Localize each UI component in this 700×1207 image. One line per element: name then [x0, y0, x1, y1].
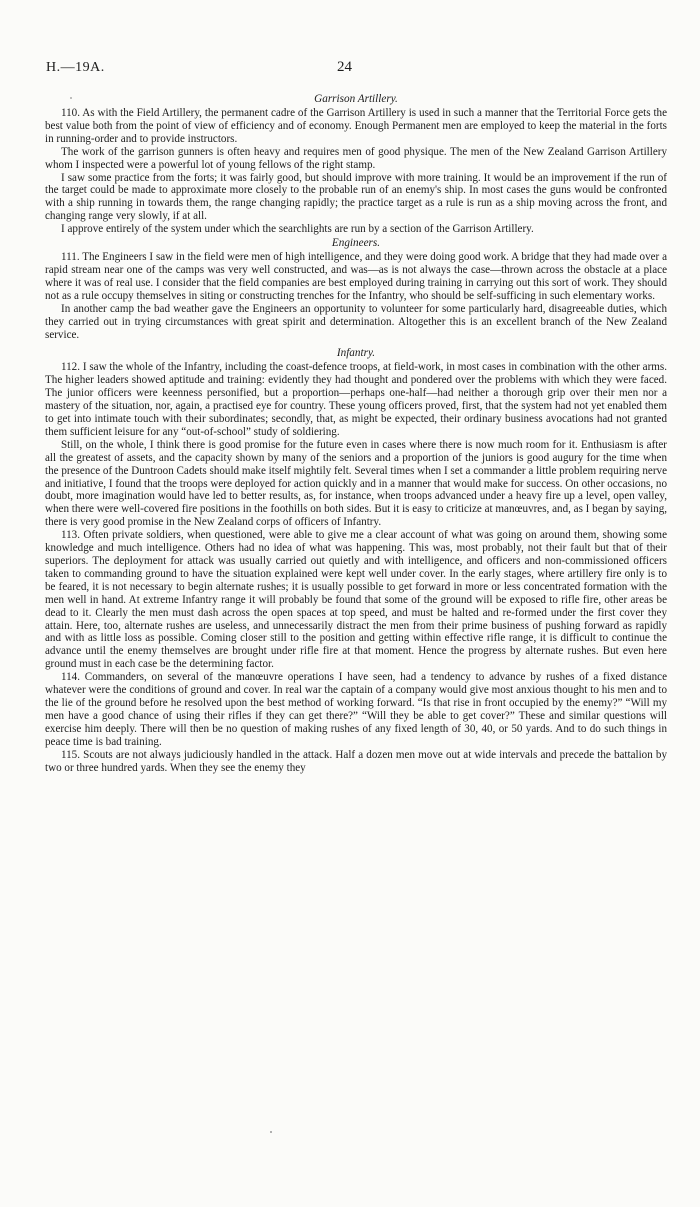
section-heading-infantry: Infantry. — [336, 347, 376, 360]
paragraph: I approve entirely of the system under which the searchlights are run by a section of the Garrison Artillery. — [61, 223, 534, 236]
page-number: 24 — [337, 59, 352, 75]
section-heading-garrison-artillery: Garrison Artillery. — [314, 93, 398, 105]
paragraph-111: 111. The Engineers I saw in the field were men of high intelligence, and they were doing good work. A bridge that they had made over a rapid stream near one of the camps was very well constructed, and was—as is not always the case—thrown across the obstacle at a place where it was of real use. I consider that the field companies are best employed during training in carrying out this sort of work. They should not as a rule occupy themselves in siting or constructing trenches for the Infantry, who should be self-sufficing in such elementary works. — [45, 251, 667, 302]
paragraph: I saw some practice from the forts; it was fairly good, but should improve with more training. It would be an improvement if the run of the target could be made to approximate more closely to the probable run of an enemy's ship. In most cases the guns would be confronted with a ship running in towards them, the range changing rapidly; the practice target as a rule is run as a ship moving across the front, and changing range very slowly, if at all. — [45, 171, 667, 223]
paragraph: The work of the garrison gunners is often heavy and requires men of good physique. The men of the New Zealand Garrison Artillery whom I inspected were a powerful lot of young fellows of the right stamp. — [45, 145, 667, 171]
paragraph: Still, on the whole, I think there is good promise for the future even in cases where there is now much room for it. Enthusiasm is after all the greatest of assets, and the capacity shown by many of the seniors and a proportion of the juniors is good augury for the time when the presence of the Duntroon Cadets should make itself mightily felt. Several times when I set a commander a little problem requiring nerve and initiative, I found that the troops were deployed for action quickly and in a manner that would make for success. On other occasions, no doubt, more imagination would have led to better results, as, for instance, when troops advanced under a heavy fire up a level, open valley, when there were well-covered fire positions in the foothills on both sides. But it is easy to criticize at manœuvres, and, as I began by saying, there is very good promise in the New Zealand corps of officers of Infantry. — [45, 438, 668, 529]
section-heading-engineers: Engineers. — [331, 237, 381, 250]
scan-speck — [270, 1131, 272, 1133]
document-reference: H.—19A. — [46, 60, 105, 75]
paragraph-115: 115. Scouts are not always judiciously handled in the attack. Half a dozen men move out at wide intervals and precede the battalion by two or three hundred yards. When they see the enemy they — [45, 748, 667, 774]
document-body — [45, 92, 667, 774]
paragraph-114: 114. Commanders, on several of the manœuvre operations I have seen, had a tendency to advance by rushes of a fixed distance whatever were the conditions of ground and cover. In real war the captain of a company would give most anxious thought to his men and to the lie of the ground before he resolved upon the best method of working forward. “Is that rise in front occupied by the enemy?” “Will my men have a good chance of using their rifles if they can get there?” “Will they be able to get cover?” These and similar questions will exercise him deeply. There will then be no question of making rushes of any fixed length of 30, 40, or 50 yards. And to do such things in peace time is bad training. — [45, 671, 667, 748]
paragraph-113: 113. Often private soldiers, when questioned, were able to give me a clear account of what was going on around them, showing some knowledge and much intelligence. Others had no idea of what was happening. This was, most probably, not their fault but that of their superiors. The deployment for attack was usually carried out quietly and with intelligence, and officers and non-commissioned officers taken to commanding ground to have the situation explained were kept well under cover. In the early stages, where artillery fire only is to be feared, it is not necessary to begin alternate rushes; it is usually possible to get forward in more or less concentrated formation with the men well in hand. At extreme Infantry range it will probably be found that some of the ground will be exposed to rifle fire, other areas be dead to it. Clearly the men must dash across the open spaces at top speed, and must be halted and re-formed under the first cover they attain. Here, too, alternate rushes are useless, and unnecessarily distract the men from their prime business of pushing forward as rapidly and with as little loss as possible. Coming closer still to the position and getting within effective rifle range, it is difficult to continue the advance until the enemy themselves are brought under rifle fire at that moment. Hence the progress by alternate rushes. But even here ground must in each case be the determining factor. — [45, 529, 667, 671]
paragraph-110: 110. As with the Field Artillery, the permanent cadre of the Garrison Artillery is used in such a manner that the Territorial Force gets the best value both from the point of view of efficiency and of economy. Enough Permanent men are employed to keep the material in the forts in running-order and to provide instructors. — [45, 107, 667, 145]
paragraph: In another camp the bad weather gave the Engineers an opportunity to volunteer for some particularly hard, disagreeable duties, which they carried out in trying circumstances with great spirit and determination. Altogether this is an excellent branch of the New Zealand service. — [45, 302, 667, 341]
paragraph-112: 112. I saw the whole of the Infantry, including the coast-defence troops, at field-work, in most cases in combination with the other arms. The higher leaders showed aptitude and training: evidently they had thought and pondered over the problems with which they were faced. The junior officers were keenness personified, but a proportion—perhaps one-half—had neither a thorough grip over their men nor a mastery of the situation, nor, again, a practised eye for country. These young officers proved, first, that the system had not yet enabled them to get into intimate touch with their subordinates; secondly, that, as might be expected, their ordinary business avocations had not granted them sufficient leisure for any “out-of-school” study of soldiering. — [45, 361, 667, 438]
